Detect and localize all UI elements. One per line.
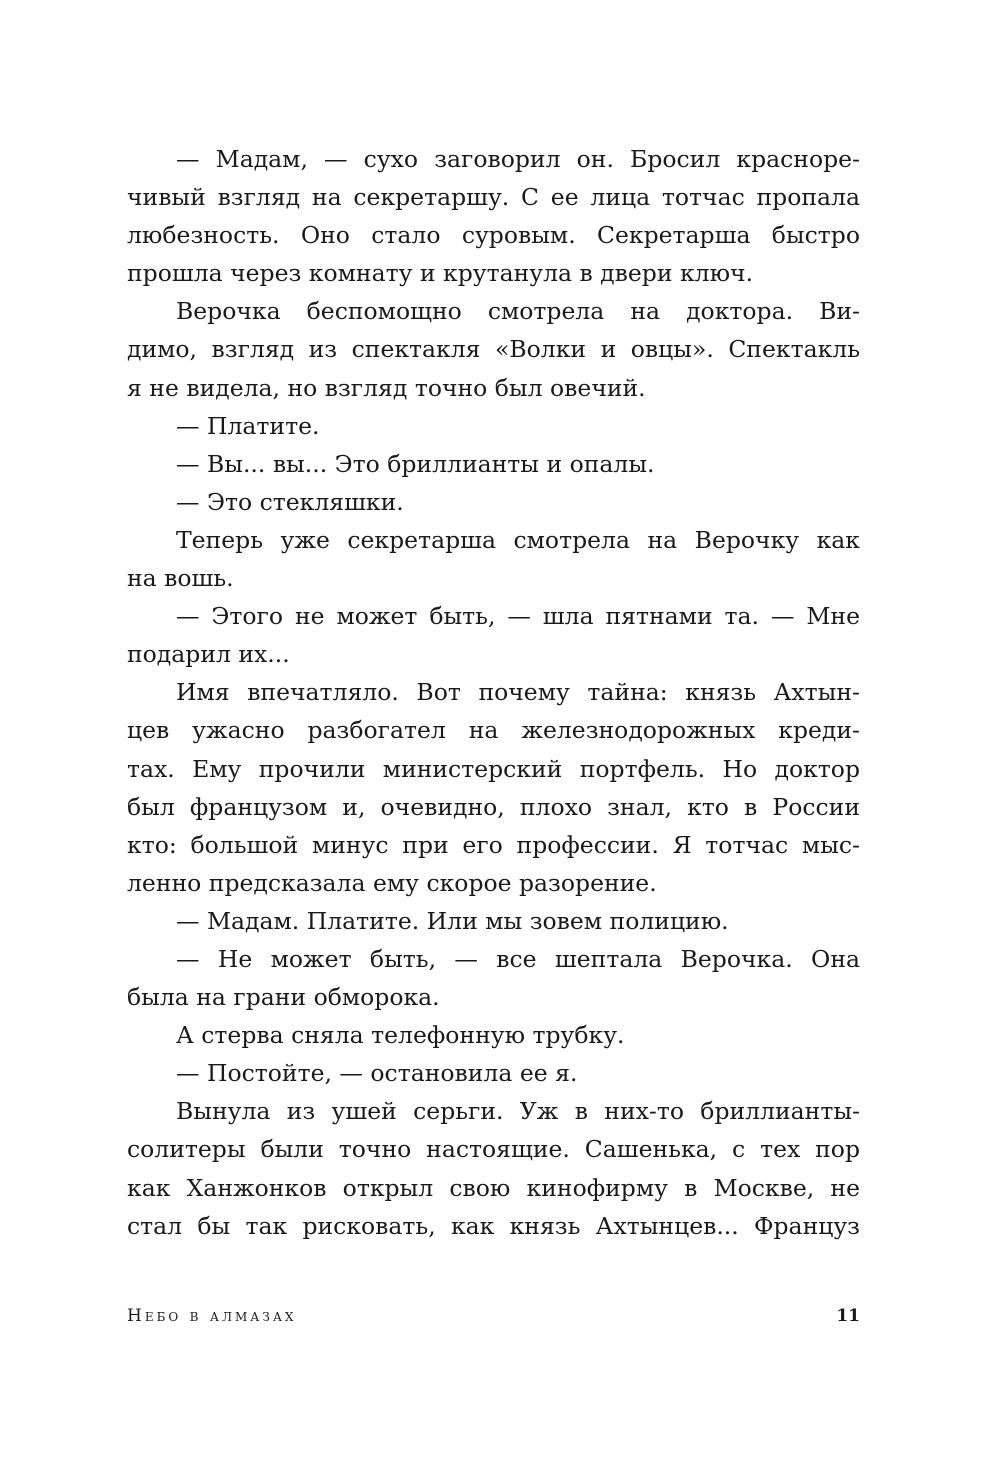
text-line: на вошь. [127,564,234,593]
body-text [127,140,860,1245]
text-line: солитеры были точно настоящие. Сашенька, с тех пор [127,1135,860,1164]
text-line: ленно предсказала ему скорое разорение. [127,868,657,897]
text-line: прошла через комнату и крутанула в двери ключ. [127,259,754,288]
text-line: Теперь уже секретарша смотрела на Верочку как [176,525,860,554]
text-line: — Платите. [176,411,320,440]
text-line: стал бы так рисковать, как князь Ахтынцев... Француз [127,1211,860,1240]
text-line: я не видела, но взгляд точно был овечий. [127,373,646,402]
text-line: А стерва сняла телефонную трубку. [176,1021,625,1050]
text-line: — Этого не может быть, — шла пятнами та. — Мне [176,602,860,631]
text-line: был французом и, очевидно, плохо знал, кто в России [127,792,860,821]
text-line: чивый взгляд на секретаршу. С ее лица тотчас пропала [127,183,860,212]
text-line: цев ужасно разбогател на железнодорожных креди- [127,716,860,745]
running-footer-title: Небо в алмазах [127,1306,297,1326]
text-line: — Мадам. Платите. Или мы зовем полицию. [176,906,729,935]
text-line: — Постойте, — остановила ее я. [176,1059,578,1088]
text-line: — Вы... вы... Это бриллианты и опалы. [176,449,655,478]
text-line: любезность. Оно стало суровым. Секретарша быстро [127,221,860,250]
text-line: — Это стекляшки. [176,487,404,516]
text-line: подарил их... [127,640,290,669]
text-line: Верочка беспомощно смотрела на доктора. Ви- [176,297,860,326]
text-line: димо, взгляд из спектакля «Волки и овцы». Спектакль [127,335,860,364]
text-line: как Ханжонков открыл свою кинофирму в Москве, не [127,1173,860,1202]
text-line: Имя впечатляло. Вот почему тайна: князь Ахтын- [176,678,860,707]
text-line: тах. Ему прочили министерский портфель. Но доктор [127,754,860,783]
page-number: 11 [836,1306,860,1326]
text-line: была на грани обморока. [127,983,440,1012]
text-line: — Не может быть, — все шептала Верочка. Она [176,944,860,973]
text-line: Вынула из ушей серьги. Уж в них-то бриллианты- [176,1097,860,1126]
text-line: кто: большой минус при его профессии. Я тотчас мыс- [127,830,860,859]
text-line: — Мадам, — сухо заговорил он. Бросил красноре- [176,145,860,173]
